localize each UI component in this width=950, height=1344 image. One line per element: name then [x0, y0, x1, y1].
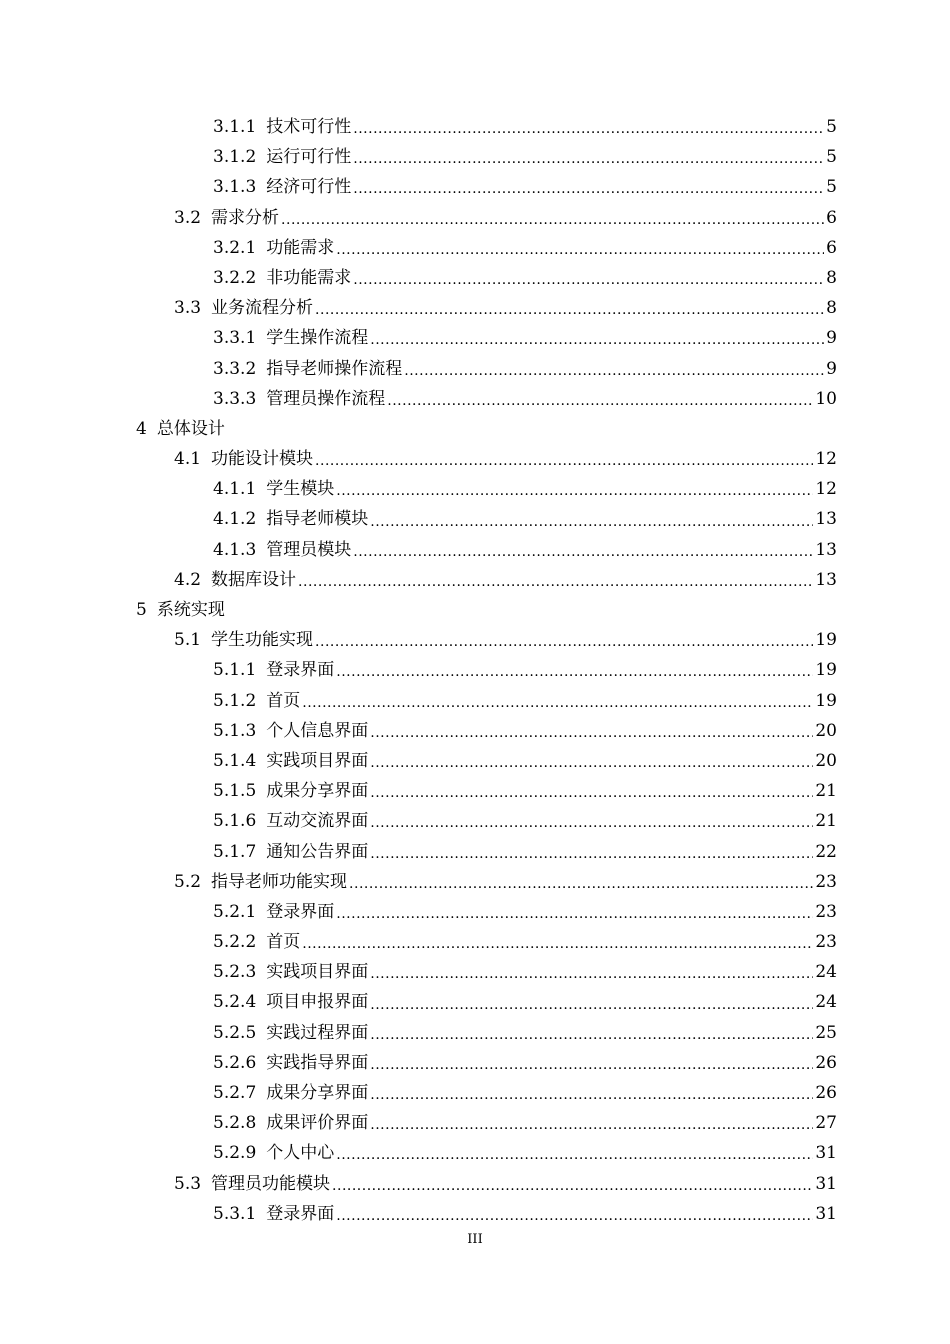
toc-entry-title: 项目申报界面 [266, 992, 369, 1013]
toc-entry-title: 首页 [266, 690, 301, 711]
toc-entry-page-number: 31 [815, 1203, 837, 1224]
toc-entry[interactable] [0, 233, 837, 263]
toc-entry-title: 成果评价界面 [266, 1113, 369, 1134]
toc-entry[interactable] [0, 957, 837, 987]
toc-entry[interactable] [0, 384, 837, 414]
toc-entry-number: 4 [136, 418, 147, 439]
toc-entry-title: 实践项目界面 [266, 750, 369, 771]
toc-entry-title: 管理员模块 [266, 539, 352, 560]
toc-entry-number: 4.2 [174, 569, 202, 590]
toc-entry-title: 互动交流界面 [266, 811, 369, 832]
toc-dot-leader [349, 867, 813, 897]
toc-dot-leader [336, 655, 813, 685]
toc-entry-page-number: 8 [826, 267, 837, 288]
toc-entry-number: 5.2 [174, 871, 202, 892]
toc-entry-number: 3.2 [174, 207, 202, 228]
toc-entry-title: 个人信息界面 [266, 720, 369, 741]
toc-entry-title: 学生功能实现 [211, 630, 314, 651]
toc-entry[interactable] [0, 1048, 837, 1078]
toc-entry[interactable] [0, 444, 837, 474]
toc-entry-number: 5.1 [174, 630, 202, 651]
toc-entry[interactable] [0, 1138, 837, 1168]
toc-entry[interactable] [0, 837, 837, 867]
toc-entry-number: 5.2.4 [213, 992, 257, 1013]
toc-entry-page-number: 23 [815, 932, 837, 953]
toc-entry-page-number: 13 [815, 509, 837, 530]
toc-entry-title: 指导老师模块 [266, 509, 369, 530]
toc-entry-title: 登录界面 [266, 901, 335, 922]
toc-entry-number: 5.3.1 [213, 1203, 257, 1224]
toc-dot-leader [370, 988, 813, 1018]
toc-dot-leader [302, 686, 813, 716]
toc-entry-title: 功能设计模块 [211, 449, 314, 470]
toc-entry-title: 实践指导界面 [266, 1052, 369, 1073]
toc-dot-leader [370, 1018, 813, 1048]
toc-entry-number: 5.1.2 [213, 690, 257, 711]
toc-entry[interactable] [0, 595, 950, 625]
toc-entry-title: 学生模块 [266, 479, 335, 500]
toc-entry-number: 3.1.3 [213, 177, 257, 198]
toc-entry-page-number: 9 [826, 328, 837, 349]
toc-entry-page-number: 10 [815, 388, 837, 409]
toc-entry-page-number: 24 [815, 962, 837, 983]
toc-entry-title: 经济可行性 [266, 177, 352, 198]
toc-entry-page-number: 12 [815, 449, 837, 470]
toc-entry-title: 总体设计 [156, 418, 225, 439]
toc-entry-title: 指导老师功能实现 [211, 871, 348, 892]
toc-entry[interactable] [0, 746, 837, 776]
toc-entry[interactable] [0, 172, 837, 202]
toc-entry-page-number: 20 [815, 750, 837, 771]
toc-entry[interactable] [0, 655, 837, 685]
toc-entry-number: 5 [136, 600, 147, 620]
toc-dot-leader [298, 565, 813, 595]
toc-dot-leader [353, 142, 824, 172]
toc-dot-leader [353, 172, 824, 202]
toc-entry-number: 3.3.2 [213, 358, 257, 379]
toc-dot-leader [332, 1169, 813, 1199]
toc-entry-page-number: 26 [815, 1083, 837, 1103]
toc-entry[interactable] [0, 323, 837, 353]
toc-entry[interactable] [0, 867, 837, 897]
toc-entry-title: 通知公告界面 [266, 841, 369, 862]
toc-dot-leader [353, 112, 824, 142]
toc-entry[interactable] [0, 112, 837, 142]
toc-entry[interactable] [0, 535, 837, 565]
toc-entry-page-number: 9 [826, 358, 837, 379]
toc-entry-page-number: 24 [815, 992, 837, 1013]
toc-dot-leader [336, 1138, 813, 1168]
toc-entry-title: 需求分析 [211, 207, 280, 228]
toc-entry-page-number: 5 [826, 177, 837, 198]
toc-entry-number: 5.2.1 [213, 901, 257, 922]
toc-entry-page-number: 25 [815, 1022, 837, 1043]
toc-dot-leader [370, 806, 813, 836]
toc-entry-number: 3.2.2 [213, 267, 257, 288]
toc-entry[interactable] [0, 776, 837, 806]
toc-entry-title: 数据库设计 [211, 569, 297, 590]
toc-dot-leader [370, 957, 813, 987]
toc-entry-number: 3.1.2 [213, 147, 257, 168]
toc-dot-leader [387, 384, 813, 414]
toc-entry[interactable] [0, 504, 837, 534]
toc-entry[interactable] [0, 1169, 837, 1199]
toc-entry-page-number: 23 [815, 901, 837, 922]
toc-entry-title: 非功能需求 [266, 267, 352, 288]
toc-entry[interactable] [0, 474, 837, 504]
toc-entry[interactable] [0, 686, 837, 716]
toc-entry-number: 4.1.1 [213, 479, 257, 500]
toc-entry-number: 4.1.3 [213, 539, 257, 560]
toc-dot-leader [315, 444, 813, 474]
toc-entry[interactable] [0, 354, 837, 384]
toc-entry-page-number: 23 [815, 871, 837, 892]
toc-entry-number: 5.2.8 [213, 1113, 257, 1134]
toc-dot-leader [370, 837, 813, 867]
toc-entry-title: 管理员操作流程 [266, 388, 386, 409]
toc-dot-leader [281, 203, 824, 233]
toc-entry[interactable] [0, 806, 837, 836]
toc-entry-title: 登录界面 [266, 660, 335, 681]
toc-entry[interactable] [0, 293, 837, 323]
toc-entry-page-number: 6 [826, 237, 837, 258]
toc-entry[interactable] [0, 1018, 837, 1048]
toc-dot-leader [370, 746, 813, 776]
toc-entry-page-number: 12 [815, 479, 837, 500]
toc-entry[interactable] [0, 987, 837, 1017]
toc-dot-leader [353, 263, 824, 293]
toc-entry-number: 5.2.2 [213, 932, 257, 953]
toc-entry-number: 5.1.7 [213, 841, 257, 862]
toc-entry[interactable] [0, 414, 950, 444]
toc-entry-title: 实践项目界面 [266, 962, 369, 983]
page-footer-number: III [467, 1232, 483, 1247]
toc-entry-page-number: 5 [826, 147, 837, 168]
toc-entry-number: 3.3.3 [213, 388, 257, 409]
toc-dot-leader [370, 323, 824, 353]
toc-entry-number: 5.2.7 [213, 1083, 257, 1103]
toc-entry[interactable] [0, 1108, 837, 1138]
toc-entry-number: 5.1.4 [213, 750, 257, 771]
toc-dot-leader [370, 505, 813, 535]
toc-entry-page-number: 31 [815, 1173, 837, 1194]
toc-entry-number: 5.1.5 [213, 781, 257, 802]
toc-dot-leader [302, 927, 813, 957]
toc-entry-number: 5.1.6 [213, 811, 257, 832]
toc-entry-page-number: 6 [826, 207, 837, 228]
toc-entry-page-number: 19 [815, 630, 837, 651]
toc-entry[interactable] [0, 897, 837, 927]
toc-entry-title: 指导老师操作流程 [266, 358, 403, 379]
toc-entry[interactable] [0, 1078, 837, 1108]
toc-entry[interactable] [0, 263, 837, 293]
toc-dot-leader [336, 474, 813, 504]
toc-entry-page-number: 5 [826, 117, 837, 137]
toc-entry[interactable] [0, 142, 837, 172]
toc-entry-title: 功能需求 [266, 237, 335, 258]
toc-entry[interactable] [0, 565, 837, 595]
toc-entry-title: 学生操作流程 [266, 328, 369, 349]
toc-entry-page-number: 19 [815, 690, 837, 711]
toc-entry[interactable] [0, 927, 837, 957]
toc-entry-number: 5.2.9 [213, 1143, 257, 1164]
toc-entry-number: 5.2.5 [213, 1022, 257, 1043]
toc-entry-page-number: 13 [815, 569, 837, 590]
toc-dot-leader [336, 1199, 813, 1229]
toc-entry-number: 3.3 [174, 298, 202, 319]
table-of-contents [0, 112, 950, 1229]
toc-entry-page-number: 8 [826, 298, 837, 319]
toc-dot-leader [370, 1108, 813, 1138]
toc-entry-title: 登录界面 [266, 1203, 335, 1224]
toc-entry-title: 实践过程界面 [266, 1022, 369, 1043]
toc-entry-number: 3.3.1 [213, 328, 257, 349]
toc-dot-leader [336, 233, 824, 263]
toc-entry-page-number: 26 [815, 1052, 837, 1073]
toc-entry-page-number: 13 [815, 539, 837, 560]
toc-dot-leader [353, 535, 813, 565]
toc-entry-title: 运行可行性 [266, 147, 352, 168]
toc-entry-title: 技术可行性 [266, 117, 352, 137]
toc-entry-page-number: 20 [815, 720, 837, 741]
toc-entry[interactable] [0, 716, 837, 746]
toc-dot-leader [315, 293, 824, 323]
toc-entry-number: 5.1.1 [213, 660, 257, 681]
toc-entry-page-number: 31 [815, 1143, 837, 1164]
toc-entry-page-number: 22 [815, 841, 837, 862]
toc-entry-title: 业务流程分析 [211, 298, 314, 319]
toc-entry-page-number: 27 [815, 1113, 837, 1134]
toc-entry-title: 管理员功能模块 [211, 1173, 331, 1194]
toc-entry-title: 成果分享界面 [266, 1083, 369, 1103]
toc-dot-leader [370, 1048, 813, 1078]
toc-entry-number: 4.1 [174, 449, 202, 470]
toc-entry-title: 首页 [266, 932, 301, 953]
toc-dot-leader [315, 625, 813, 655]
toc-entry-title: 系统实现 [156, 600, 225, 620]
toc-entry[interactable] [0, 203, 837, 233]
toc-entry-number: 5.2.3 [213, 962, 257, 983]
toc-dot-leader [404, 354, 824, 384]
toc-entry-title: 成果分享界面 [266, 781, 369, 802]
toc-entry-number: 3.1.1 [213, 117, 257, 137]
toc-entry-number: 5.2.6 [213, 1052, 257, 1073]
toc-entry-number: 5.3 [174, 1173, 202, 1194]
toc-dot-leader [370, 1078, 813, 1108]
toc-entry-page-number: 19 [815, 660, 837, 681]
toc-entry-number: 5.1.3 [213, 720, 257, 741]
toc-entry-number: 4.1.2 [213, 509, 257, 530]
toc-entry[interactable] [0, 625, 837, 655]
toc-entry-title: 个人中心 [266, 1143, 335, 1164]
toc-entry-number: 3.2.1 [213, 237, 257, 258]
toc-dot-leader [370, 716, 813, 746]
toc-dot-leader [336, 897, 813, 927]
toc-entry[interactable] [0, 1199, 837, 1229]
toc-entry-page-number: 21 [815, 811, 837, 832]
toc-entry-page-number: 21 [815, 781, 837, 802]
toc-dot-leader [370, 776, 813, 806]
